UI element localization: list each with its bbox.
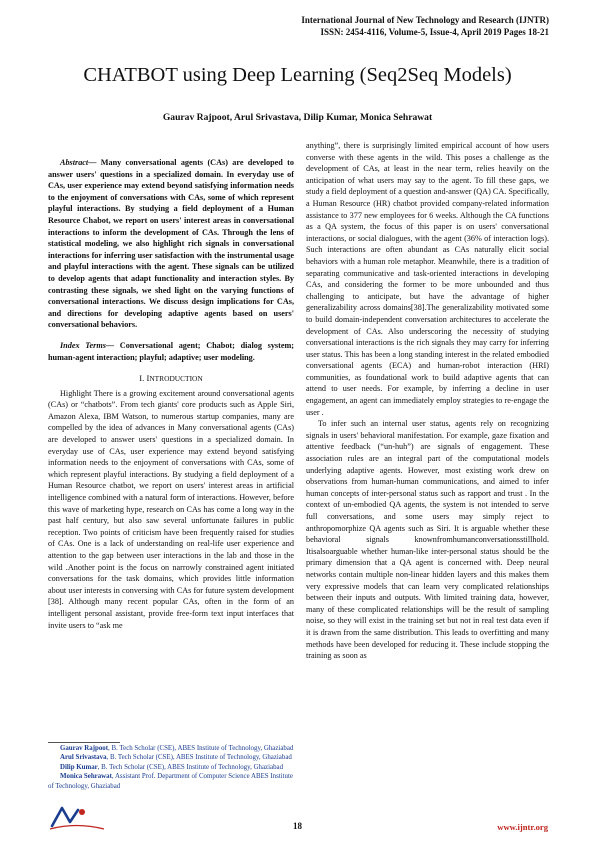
abstract-text: Many conversational agents (CAs) are developed to answer users' questions in a specialized domain. In everyday use of CAs, user experience may extend beyond satisfying information needs to the enjoyment of conversations with CAs, some of which represent playful interactions. By studying a field deployment of a Human Resource Chabot, we report on users' interest areas in conversational interactions to inform the development of CAs. Through the lens of statistical modeling, we also highlight rich signals in conversational interactions for inferring user satisfaction with the instrumental usage and playful interactions with the agent. These signals can be utilized to develop agents that adapt functionality and interaction styles. By contrasting these signals, we shed light on the varying functions of conversational interactions. We discuss design implications for CAs, and directions for developing adaptive agents based on users' conversational behaviors. [48, 158, 294, 330]
footnote-item: Gaurav Rajpoot, B. Tech Scholar (CSE), ABES Institute of Technology, Ghaziabad [60, 745, 294, 752]
paper-title: CHATBOT using Deep Learning (Seq2Seq Models) [83, 64, 512, 86]
left-column [48, 157, 294, 631]
author-list: Gaurav Rajpoot, Arul Srivastava, Dilip Kumar, Monica Sehrawat [162, 112, 433, 123]
index-terms-text: Conversational agent; Chabot; dialog system; human-agent interaction; playful; adaptive; user modeling. [48, 340, 295, 362]
footnote-item: Monica Sehrawat, Assistant Prof. Department of Computer Science ABES Institute of Technology, Ghaziabad [48, 773, 293, 790]
body-paragraph: anything”, there is surprisingly limited empirical account of how users converse with these agents in the wild. This poses a challenge as the development of CAs, at least in the near term, relies heavily on the anticipation of what users may say to the agent. To fill these gaps, we study a field deployment of a question and-answer (QA) CA. Specifically, a Human Resource (HR) chatbot provided company-related information assistance to 377 new employees for 6 weeks. Although the CA functions as a QA system, the focus of this paper is on users' conversational interactions, or social dialogues, with the agent (36% of interaction logs). Such interactions are often abundant as CAs naturally elicit social behaviors with a human role metaphor. Meanwhile, there is a tradition of separating communicative and task-oriented interactions in developing CAs, and considering the former to be more unbounded and thus challenging to anticipate, but have the advantage of higher generalizability across domains[38].The generalizability motivated some to build domain-independent conversation architectures to accelerate the development of CAs. Also underscoring the necessity of studying conversational interactions is the rich signals they may carry for inferring user status. This has been a long standing interest in the related embodied conversational agents (ECA) and human-robot interaction (HRI) communities, as foundational work to build adaptive agents that can attend to user needs. For example, by inferring a decline in user engagement, an agent can immediately employ strategies to re-engage the user . [306, 141, 549, 417]
page-number: 18 [293, 821, 302, 831]
intro-paragraph: Highlight There is a growing excitement around conversational agents (CAs) or “chatbots”. From tech giants' core products such as Apple Siri, Amazon Alexa, IBM Watson, to numerous startup companies, many are compelled by the idea of advances in Many conversational agents (CAs) are developed to answer users' questions in a specialized domain. In everyday use of CAs, user experience may extend beyond satisfying information needs to the enjoyment of conversations with CAs, some of which represent playful interactions. By studying a field deployment of a Human Resource chatbot, we report on users' interest areas in artificial intelligence combined with a natural form of interactions. However, before this wave of marketing hype, research on CAs has come a long way in the past half century, but also saw several unfortunate failures in public reception. Two points of criticism have been frequently raised for studies of CAs. One is a lack of understanding on real-life user experience and attention to the gap between user interactions in the lab and those in the wild .Another point is the focus on narrowly constrained agent initiated conversations for the task domains, which provides little information about user interests in conversing with CAs for future system development [38]. Although many recent popular CAs, often in the form of an intelligent personal assistant, provide free-form text input interfaces that invite users to “ask me [48, 388, 294, 630]
website-link[interactable]: www.ijntr.org [497, 822, 548, 832]
abstract-label: Abstract [60, 158, 89, 167]
index-terms-label: Index Terms [60, 340, 106, 350]
journal-header [301, 14, 549, 38]
body-paragraph: To infer such an internal user status, agents rely on recognizing signals in users' behavioral manifestation. For example, gaze fixation and attentive feedback (“un-huh”) are signals of engagement. These association rules are an integral part of the computational models underlying adaptive agents. However, most existing work drew on observations from human-human communications, and aimed to infer human concepts of inter-personal status such as rapport and trust . In the context of un-embodied QA agents, the system is not intended to serve full conversations, and some users may simply reject to anthropomorphize QA agents such as Siri. It is arguable whether these behavioral signals knownfromhumanconversationsstillhold. Itisalsoarguable whether human-like inter-personal status should be the primary dimension that a QA agent is concerned with. Deep neural networks contain multiple non-linear hidden layers and this makes them very expressive models that can learn very complicated relationships between their inputs and outputs. With limited training data, however, many of these complicated relationships will be the result of sampling noise, so they will exist in the training set but not in real test data even if it is drawn from the same distribution. This leads to overfitting and many methods have been developed for reducing it. These include stopping the training as soon as [306, 419, 549, 661]
footnote-item: Arul Srivastava, B. Tech Scholar (CSE), ABES Institute of Technology, Ghaziabad [60, 754, 292, 762]
journal-issn: ISSN: 2454-4116, Volume-5, Issue-4, April 2019 Pages 18-21 [320, 27, 549, 37]
journal-name: International Journal of New Technology and Research (IJNTR) [301, 15, 549, 25]
right-column [306, 140, 549, 662]
footnote-item: Dilip Kumar, B. Tech Scholar (CSE), ABES Institute of Technology, Ghaziabad [60, 763, 284, 771]
author-footnotes [48, 744, 294, 791]
footnote-rule [48, 742, 120, 743]
logo-dot-icon [79, 809, 85, 815]
section-heading-introduction: I. INTRODUCTION [139, 373, 203, 384]
index-terms: Index Terms— Conversational agent; Chabot; dialog system; human-agent interaction; playful; adaptive; user modeling. [48, 340, 295, 362]
abstract: Abstract— Many conversational agents (CAs) are developed to answer users' questions in a specialized domain. In everyday use of CAs, user experience may extend beyond satisfying information needs to the enjoyment of conversations with CAs, some of which represent playful interactions. By studying a field deployment of a Human Resource Chabot, we report on users' interest areas in conversational interactions to inform the development of CAs. Through the lens of statistical modeling, we also highlight rich signals in conversational interactions for inferring user satisfaction with the instrumental usage and playful interactions with the agent. These signals can be utilized to develop agents that adapt functionality and interaction styles. By contrasting these signals, we shed light on the varying functions of conversational interactions. We discuss design implications for CAs, and directions for developing adaptive agents based on users' conversational behaviors. [48, 158, 294, 330]
